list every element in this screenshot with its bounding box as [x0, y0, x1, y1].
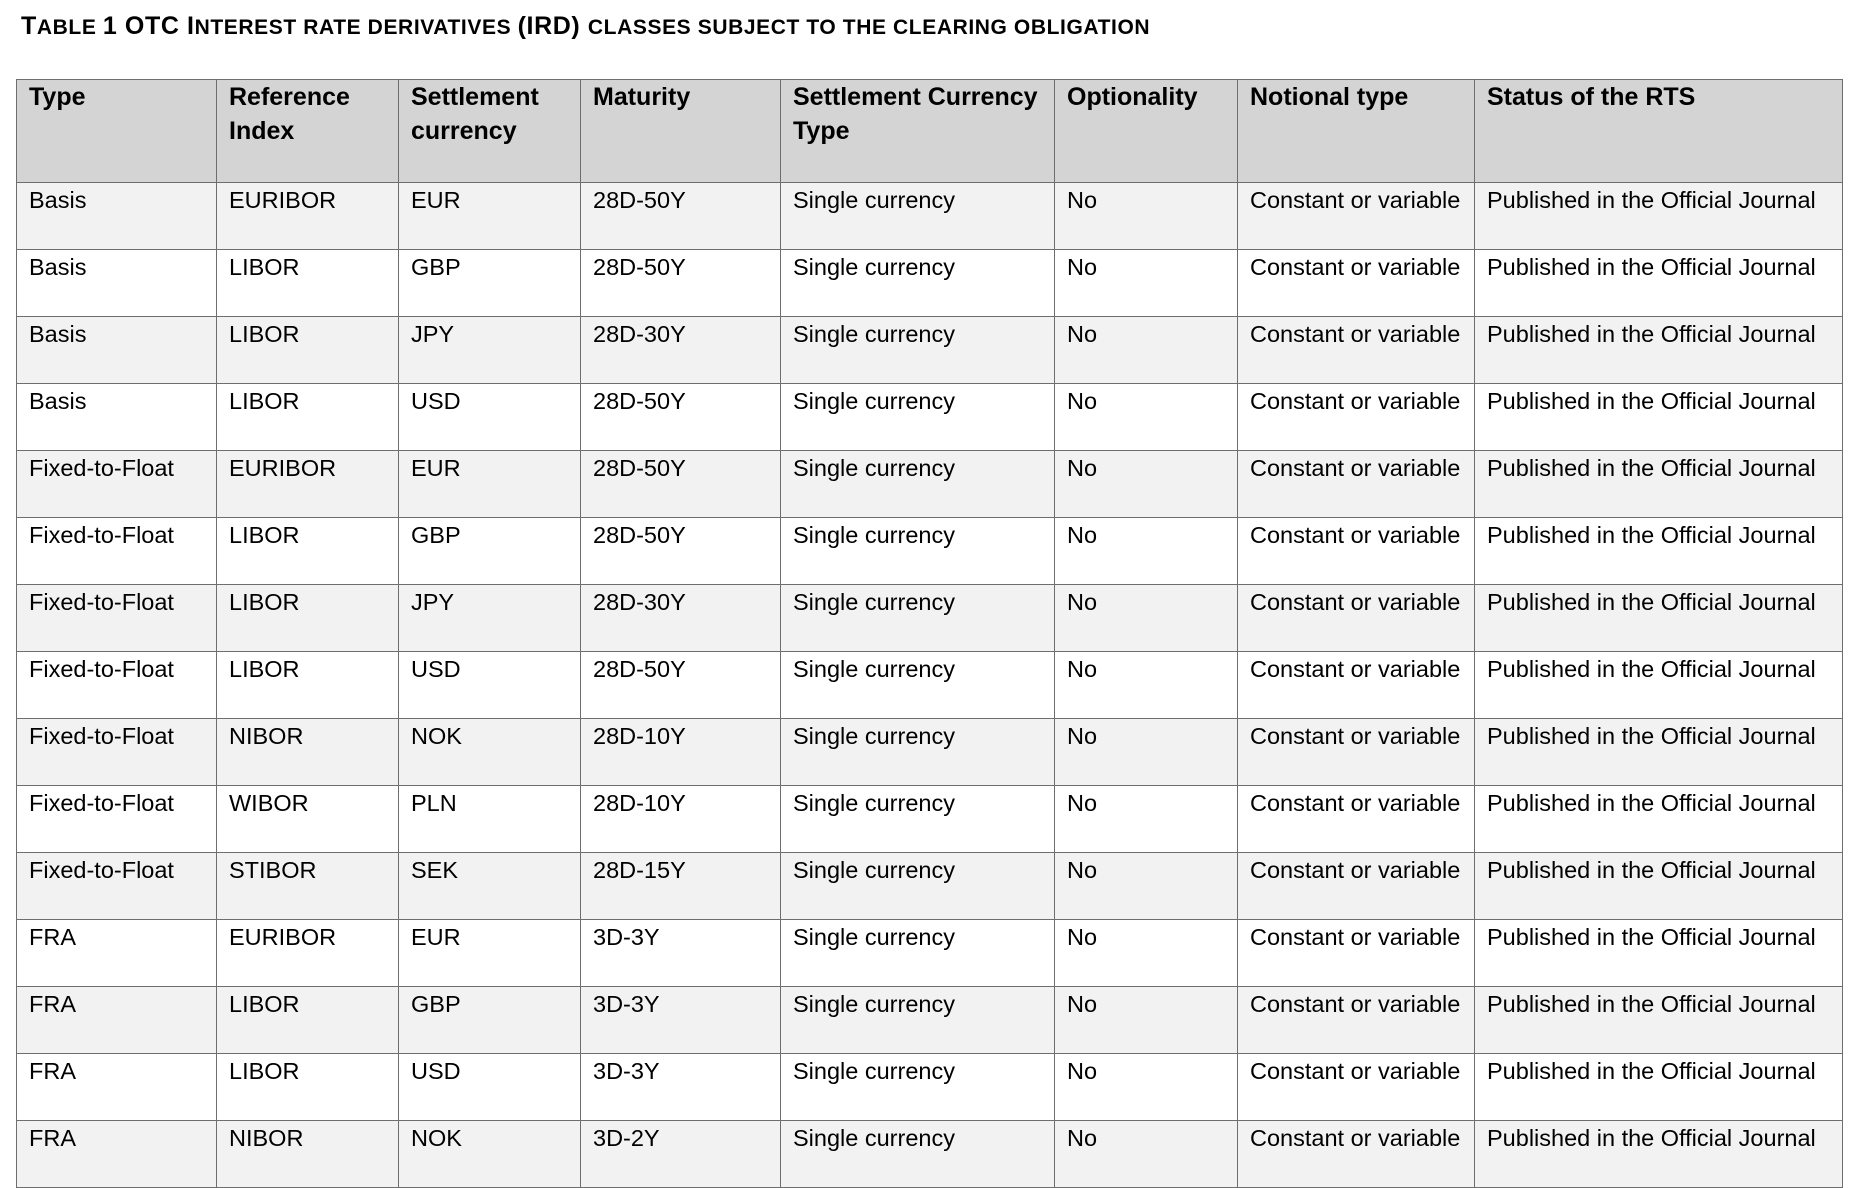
cell-status-of-rts: Published in the Official Journal	[1475, 1121, 1843, 1188]
table-row	[17, 652, 1843, 719]
cell-maturity: 28D-50Y	[581, 384, 781, 451]
cell-settlement-currency: USD	[399, 652, 581, 719]
cell-type: Fixed-to-Float	[17, 719, 217, 786]
cell-status-of-rts: Published in the Official Journal	[1475, 250, 1843, 317]
cell-status-of-rts: Published in the Official Journal	[1475, 987, 1843, 1054]
header-type: Type	[17, 80, 217, 183]
caption-part: 1 OTC I	[102, 12, 195, 40]
cell-optionality: No	[1055, 384, 1238, 451]
cell-maturity: 28D-50Y	[581, 518, 781, 585]
cell-settlement-currency: EUR	[399, 183, 581, 250]
cell-reference-index: LIBOR	[217, 987, 399, 1054]
cell-optionality: No	[1055, 719, 1238, 786]
cell-settlement-currency-type: Single currency	[781, 652, 1055, 719]
cell-notional-type: Constant or variable	[1238, 987, 1475, 1054]
cell-reference-index: NIBOR	[217, 1121, 399, 1188]
cell-settlement-currency-type: Single currency	[781, 987, 1055, 1054]
cell-settlement-currency-type: Single currency	[781, 920, 1055, 987]
table-row	[17, 920, 1843, 987]
cell-settlement-currency: NOK	[399, 719, 581, 786]
cell-reference-index: EURIBOR	[217, 451, 399, 518]
table-row	[17, 719, 1843, 786]
cell-reference-index: LIBOR	[217, 585, 399, 652]
cell-status-of-rts: Published in the Official Journal	[1475, 1054, 1843, 1121]
header-status-of-rts: Status of the RTS	[1475, 80, 1843, 183]
cell-optionality: No	[1055, 585, 1238, 652]
cell-status-of-rts: Published in the Official Journal	[1475, 719, 1843, 786]
cell-type: FRA	[17, 987, 217, 1054]
table-row	[17, 987, 1843, 1054]
cell-type: Basis	[17, 183, 217, 250]
header-settlement-currency: Settlement currency	[399, 80, 581, 183]
cell-status-of-rts: Published in the Official Journal	[1475, 518, 1843, 585]
caption-part: ABLE	[36, 16, 103, 39]
cell-status-of-rts: Published in the Official Journal	[1475, 384, 1843, 451]
cell-reference-index: LIBOR	[217, 384, 399, 451]
table-row	[17, 250, 1843, 317]
table-row	[17, 786, 1843, 853]
table-row	[17, 317, 1843, 384]
cell-settlement-currency: USD	[399, 384, 581, 451]
cell-settlement-currency: SEK	[399, 853, 581, 920]
cell-reference-index: NIBOR	[217, 719, 399, 786]
cell-settlement-currency: GBP	[399, 518, 581, 585]
cell-type: Fixed-to-Float	[17, 585, 217, 652]
cell-optionality: No	[1055, 987, 1238, 1054]
cell-optionality: No	[1055, 652, 1238, 719]
cell-settlement-currency: JPY	[399, 585, 581, 652]
table-row	[17, 384, 1843, 451]
cell-type: FRA	[17, 1054, 217, 1121]
cell-status-of-rts: Published in the Official Journal	[1475, 652, 1843, 719]
cell-reference-index: EURIBOR	[217, 183, 399, 250]
cell-status-of-rts: Published in the Official Journal	[1475, 786, 1843, 853]
cell-status-of-rts: Published in the Official Journal	[1475, 920, 1843, 987]
cell-settlement-currency-type: Single currency	[781, 451, 1055, 518]
cell-settlement-currency-type: Single currency	[781, 719, 1055, 786]
cell-maturity: 28D-50Y	[581, 652, 781, 719]
cell-status-of-rts: Published in the Official Journal	[1475, 853, 1843, 920]
cell-reference-index: LIBOR	[217, 1054, 399, 1121]
cell-reference-index: WIBOR	[217, 786, 399, 853]
table-caption	[21, 12, 1150, 41]
cell-type: Fixed-to-Float	[17, 451, 217, 518]
header-optionality: Optionality	[1055, 80, 1238, 183]
cell-optionality: No	[1055, 250, 1238, 317]
cell-maturity: 28D-10Y	[581, 719, 781, 786]
cell-notional-type: Constant or variable	[1238, 384, 1475, 451]
cell-settlement-currency: PLN	[399, 786, 581, 853]
table-row	[17, 518, 1843, 585]
cell-maturity: 28D-50Y	[581, 250, 781, 317]
cell-notional-type: Constant or variable	[1238, 853, 1475, 920]
cell-reference-index: LIBOR	[217, 317, 399, 384]
cell-settlement-currency-type: Single currency	[781, 853, 1055, 920]
cell-settlement-currency: EUR	[399, 920, 581, 987]
table-row	[17, 1121, 1843, 1188]
cell-type: Basis	[17, 317, 217, 384]
header-reference-index: Reference Index	[217, 80, 399, 183]
cell-reference-index: LIBOR	[217, 250, 399, 317]
cell-reference-index: LIBOR	[217, 518, 399, 585]
cell-maturity: 28D-30Y	[581, 317, 781, 384]
table-header-row	[17, 80, 1843, 183]
table-body	[17, 183, 1843, 1188]
cell-optionality: No	[1055, 1121, 1238, 1188]
cell-maturity: 3D-3Y	[581, 1054, 781, 1121]
cell-optionality: No	[1055, 317, 1238, 384]
cell-optionality: No	[1055, 853, 1238, 920]
cell-reference-index: LIBOR	[217, 652, 399, 719]
cell-optionality: No	[1055, 451, 1238, 518]
cell-settlement-currency-type: Single currency	[781, 1054, 1055, 1121]
cell-settlement-currency: JPY	[399, 317, 581, 384]
cell-settlement-currency-type: Single currency	[781, 518, 1055, 585]
cell-maturity: 28D-10Y	[581, 786, 781, 853]
header-notional-type: Notional type	[1238, 80, 1475, 183]
cell-optionality: No	[1055, 1054, 1238, 1121]
cell-settlement-currency-type: Single currency	[781, 786, 1055, 853]
cell-maturity: 28D-15Y	[581, 853, 781, 920]
cell-notional-type: Constant or variable	[1238, 920, 1475, 987]
cell-optionality: No	[1055, 786, 1238, 853]
cell-notional-type: Constant or variable	[1238, 786, 1475, 853]
table-row	[17, 183, 1843, 250]
cell-settlement-currency-type: Single currency	[781, 183, 1055, 250]
cell-maturity: 28D-50Y	[581, 183, 781, 250]
cell-settlement-currency-type: Single currency	[781, 317, 1055, 384]
cell-notional-type: Constant or variable	[1238, 1121, 1475, 1188]
cell-notional-type: Constant or variable	[1238, 585, 1475, 652]
cell-notional-type: Constant or variable	[1238, 317, 1475, 384]
table-row	[17, 451, 1843, 518]
cell-type: FRA	[17, 920, 217, 987]
cell-type: Basis	[17, 384, 217, 451]
cell-notional-type: Constant or variable	[1238, 250, 1475, 317]
table-row	[17, 853, 1843, 920]
caption-part: (IRD)	[517, 12, 588, 40]
cell-maturity: 3D-3Y	[581, 920, 781, 987]
cell-settlement-currency-type: Single currency	[781, 384, 1055, 451]
cell-type: Fixed-to-Float	[17, 786, 217, 853]
cell-maturity: 3D-2Y	[581, 1121, 781, 1188]
table-row	[17, 585, 1843, 652]
cell-notional-type: Constant or variable	[1238, 719, 1475, 786]
cell-maturity: 3D-3Y	[581, 987, 781, 1054]
cell-settlement-currency-type: Single currency	[781, 1121, 1055, 1188]
cell-optionality: No	[1055, 183, 1238, 250]
cell-notional-type: Constant or variable	[1238, 451, 1475, 518]
cell-status-of-rts: Published in the Official Journal	[1475, 183, 1843, 250]
cell-notional-type: Constant or variable	[1238, 183, 1475, 250]
cell-settlement-currency-type: Single currency	[781, 585, 1055, 652]
cell-settlement-currency: NOK	[399, 1121, 581, 1188]
caption-part: T	[21, 12, 37, 40]
cell-settlement-currency-type: Single currency	[781, 250, 1055, 317]
cell-reference-index: EURIBOR	[217, 920, 399, 987]
caption-part: NTEREST RATE DERIVATIVES	[194, 16, 518, 39]
cell-type: Fixed-to-Float	[17, 518, 217, 585]
cell-type: Basis	[17, 250, 217, 317]
header-maturity: Maturity	[581, 80, 781, 183]
cell-type: FRA	[17, 1121, 217, 1188]
header-settlement-currency-type: Settlement Currency Type	[781, 80, 1055, 183]
ird-classes-table	[16, 79, 1843, 1188]
caption-part: CLASSES SUBJECT TO THE CLEARING OBLIGATION	[587, 16, 1151, 39]
cell-optionality: No	[1055, 518, 1238, 585]
cell-settlement-currency: USD	[399, 1054, 581, 1121]
cell-status-of-rts: Published in the Official Journal	[1475, 317, 1843, 384]
cell-notional-type: Constant or variable	[1238, 518, 1475, 585]
cell-settlement-currency: EUR	[399, 451, 581, 518]
cell-optionality: No	[1055, 920, 1238, 987]
cell-settlement-currency: GBP	[399, 250, 581, 317]
cell-status-of-rts: Published in the Official Journal	[1475, 451, 1843, 518]
cell-notional-type: Constant or variable	[1238, 652, 1475, 719]
cell-maturity: 28D-50Y	[581, 451, 781, 518]
cell-settlement-currency: GBP	[399, 987, 581, 1054]
cell-reference-index: STIBOR	[217, 853, 399, 920]
cell-maturity: 28D-30Y	[581, 585, 781, 652]
cell-type: Fixed-to-Float	[17, 853, 217, 920]
cell-status-of-rts: Published in the Official Journal	[1475, 585, 1843, 652]
table-row	[17, 1054, 1843, 1121]
cell-notional-type: Constant or variable	[1238, 1054, 1475, 1121]
cell-type: Fixed-to-Float	[17, 652, 217, 719]
